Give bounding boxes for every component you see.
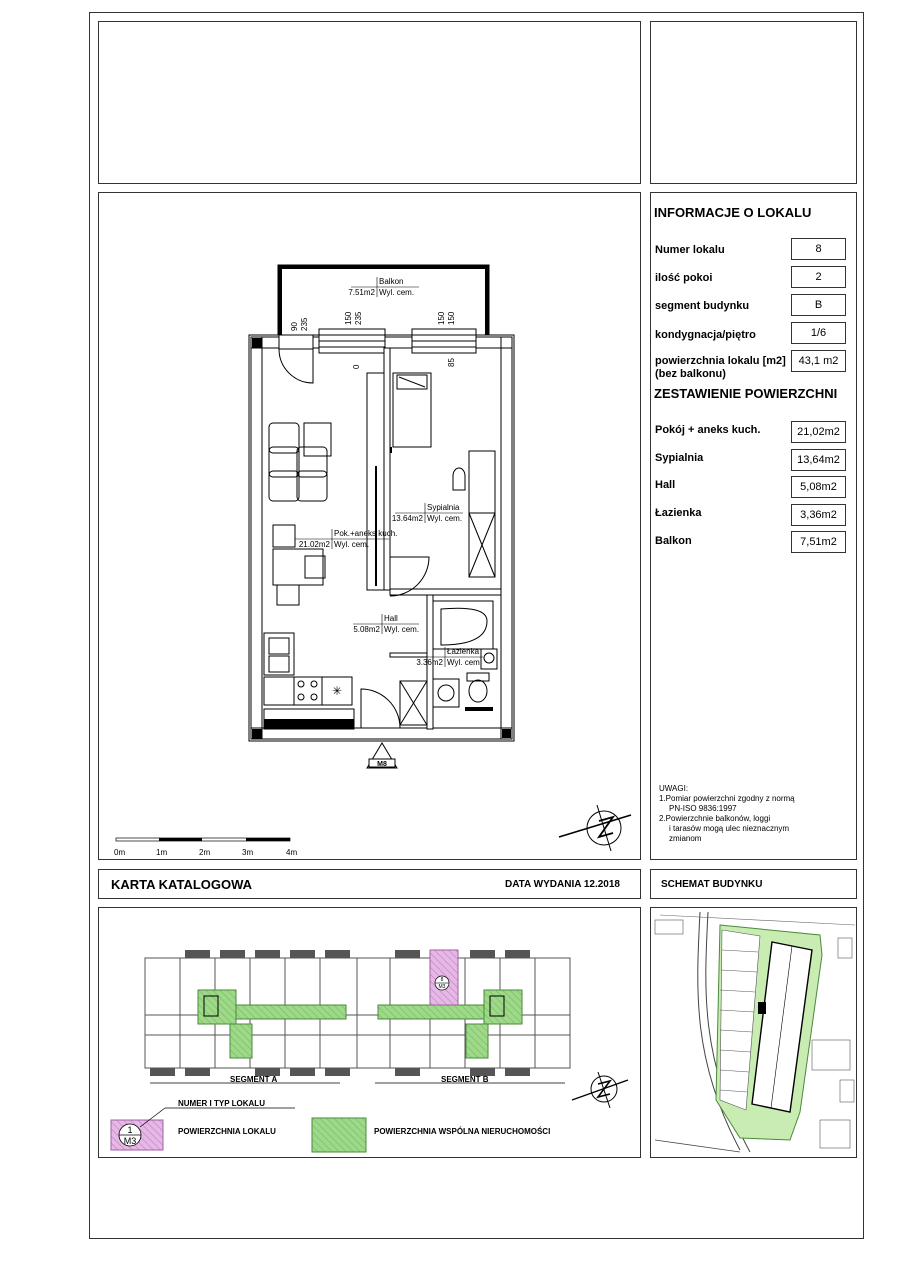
bed-area: 13.64m2 [391, 514, 423, 523]
info-value-rooms: 2 [791, 266, 846, 288]
key-plan [99, 908, 640, 1157]
dim-90: 90 [290, 322, 299, 331]
dim-235: 235 [300, 317, 309, 331]
info-label-area-note: (bez balkonu) [655, 368, 726, 380]
bath-floor: Wyl. cem. [447, 658, 483, 667]
legend-common-label: POWIERZCHNIA WSPÓLNA NIERUCHOMOŚCI [374, 1127, 551, 1136]
key-plan-panel [98, 907, 641, 1158]
common-areas [198, 990, 522, 1058]
site-plan [651, 908, 856, 1157]
svg-text:0m: 0m [114, 848, 126, 857]
card-title: KARTA KATALOGOWA [111, 877, 253, 892]
floor-plan-panel [98, 192, 641, 860]
header-box-left [98, 21, 641, 184]
highlighted-unit [430, 950, 458, 1005]
scale-bar [114, 838, 297, 857]
balkon-area: 7.51m2 [348, 288, 375, 297]
hall-floor: Wyl. cem. [384, 625, 420, 634]
legend [111, 1099, 550, 1152]
schema-title-bar [650, 869, 857, 899]
floor-plan [99, 193, 640, 859]
info-value-floor: 1/6 [791, 322, 846, 344]
hall-name: Hall [384, 614, 398, 623]
schema-title: SCHEMAT BUDYNKU [661, 879, 763, 890]
hall-area: 5.08m2 [353, 625, 380, 634]
svg-text:3m: 3m [242, 848, 254, 857]
notes-line2: PN-ISO 9836:1997 [669, 804, 737, 813]
area-label-bathroom: Łazienka [655, 507, 702, 519]
unit-tag [367, 743, 397, 768]
header-box-right [650, 21, 857, 184]
info-panel [650, 192, 857, 860]
balkon-name: Balkon [379, 277, 404, 286]
info-value-area: 43,1 m2 [791, 350, 846, 372]
notes-line3: 2.Powierzchnie balkonów, loggi [659, 814, 771, 823]
area-label-hall: Hall [655, 479, 676, 491]
dim-85: 85 [447, 358, 456, 367]
area-value-living: 21,02m2 [791, 421, 846, 443]
legend-unit-no: 1 [127, 1125, 133, 1135]
segment-a-label: SEGMENT A [230, 1075, 278, 1084]
bath-area: 3.36m2 [416, 658, 443, 667]
dim-150b: 150 [437, 311, 446, 325]
balcony-outline [278, 265, 489, 335]
outer-walls [249, 335, 514, 741]
notes-line1: 1.Pomiar powierzchni zgodny z normą [659, 794, 795, 803]
living-name: Pok.+aneks kuch. [334, 529, 398, 538]
card-title-bar [98, 869, 641, 899]
info-label-number: Numer lokalu [655, 244, 725, 256]
svg-text:8: 8 [440, 977, 444, 983]
legend-area-label: POWIERZCHNIA LOKALU [178, 1127, 276, 1136]
area-value-bathroom: 3,36m2 [791, 504, 846, 526]
notes-title: UWAGI: [659, 784, 689, 793]
info-title: INFORMACJE O LOKALU [654, 205, 812, 220]
notes-line5: zmianom [669, 834, 702, 843]
legend-number-label: NUMER I TYP LOKALU [178, 1099, 265, 1108]
svg-text:M8: M8 [377, 761, 387, 768]
areas-title: ZESTAWIENIE POWIERZCHNI [654, 386, 838, 401]
area-label-bedroom: Sypialnia [655, 452, 704, 464]
area-label-balcony: Balkon [655, 535, 692, 547]
dim-150c: 150 [447, 311, 456, 325]
area-label-living: Pokój + aneks kuch. [655, 424, 761, 436]
info-label-floor: kondygnacja/piętro [655, 329, 756, 341]
svg-text:✳: ✳ [331, 684, 343, 698]
area-value-hall: 5,08m2 [791, 476, 846, 498]
balkon-floor: Wyl. cem. [379, 288, 415, 297]
info-value-segment: B [791, 294, 846, 316]
info-label-segment: segment budynku [655, 300, 750, 312]
segment-b-label: SEGMENT B [441, 1075, 489, 1084]
legend-unit-type: M3 [123, 1136, 137, 1146]
svg-text:4m: 4m [286, 848, 298, 857]
notes [659, 784, 795, 844]
bath-name: Łazienka [447, 647, 480, 656]
info-value-number: 8 [791, 238, 846, 260]
dim-150a: 150 [344, 311, 353, 325]
info-label-area: powierzchnia lokalu [m2] [655, 355, 786, 367]
living-floor: Wyl. cem. [334, 540, 370, 549]
bed-floor: Wyl. cem. [427, 514, 463, 523]
dim-235b: 235 [354, 311, 363, 325]
dim-0: 0 [352, 364, 361, 369]
north-arrow-icon [559, 805, 631, 851]
area-value-bedroom: 13,64m2 [791, 449, 846, 471]
living-area: 21.02m2 [298, 540, 330, 549]
bed-name: Sypialnia [427, 503, 460, 512]
issue-date: DATA WYDANIA 12.2018 [504, 879, 620, 890]
keyplan-north-arrow-icon [572, 1072, 628, 1108]
notes-line4: i tarasów mogą ulec nieznacznym [669, 824, 790, 833]
info-label-rooms: ilość pokoi [655, 272, 713, 284]
site-plan-panel [650, 907, 857, 1158]
area-value-balcony: 7,51m2 [791, 531, 846, 553]
svg-text:2m: 2m [199, 848, 211, 857]
svg-text:1m: 1m [156, 848, 168, 857]
svg-text:M3: M3 [438, 984, 446, 990]
